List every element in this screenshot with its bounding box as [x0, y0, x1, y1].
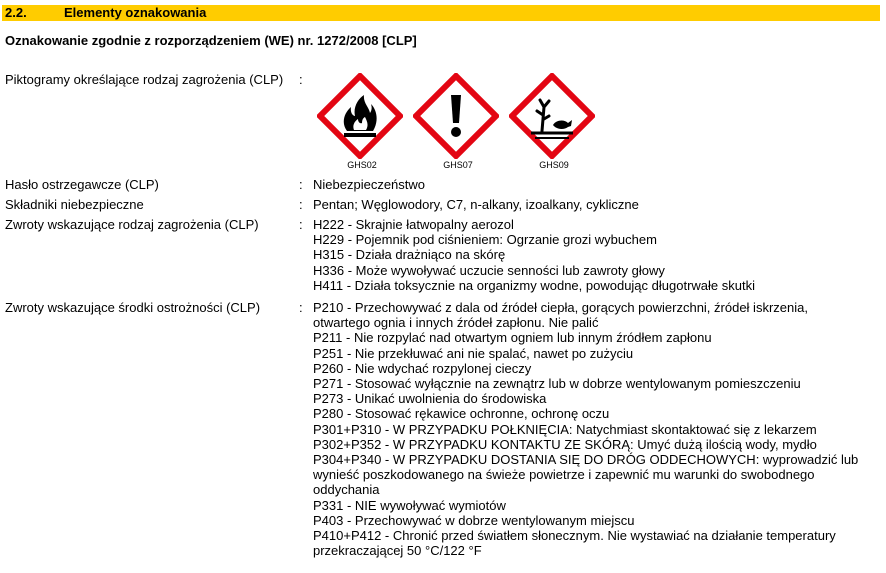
section-header: [2, 5, 880, 21]
section-title: Elementy oznakowania: [64, 5, 207, 20]
precautionary-statement: otwartego ognia i innych źródeł zapłonu. Nie palić: [313, 315, 599, 331]
pictogram-code: GHS09: [539, 160, 569, 170]
precautionary-statement: P210 - Przechowywać z dala od źródeł ciepła, gorących powierzchni, źródeł iskrzenia,: [313, 300, 808, 315]
colon: :: [299, 300, 303, 315]
hazard-statement: H315 - Działa drażniąco na skórę: [313, 247, 506, 263]
colon: :: [299, 72, 303, 87]
precautionary-statement: P211 - Nie rozpylać nad otwartym ogniem lub innym źródłem zapłonu: [313, 330, 712, 346]
precautionary-statement: P251 - Nie przekłuwać ani nie spalać, nawet po zużyciu: [313, 345, 634, 361]
pictogram-code: GHS02: [347, 160, 377, 170]
precautionary-statement: P301+P310 - W PRZYPADKU POŁKNIĘCIA: Natychmiast skontaktować się z lekarzem: [313, 421, 817, 437]
hazard-statement: H229 - Pojemnik pod ciśnieniem: Ogrzanie grozi wybuchem: [313, 232, 657, 248]
pictogram-ghs09: [509, 73, 599, 173]
colon: :: [299, 217, 303, 232]
pictogram-ghs07: [413, 73, 503, 173]
precautionary-statement: P271 - Stosować wyłącznie na zewnątrz lub w dobrze wentylowanym pomieszczeniu: [313, 376, 801, 392]
precautionary-statement: P304+P340 - W PRZYPADKU DOSTANIA SIĘ DO DRÓG ODDECHOWYCH: wyprowadzić lub: [313, 452, 859, 468]
exclamation-mark-icon: [413, 73, 499, 159]
precautionary-statement: wynieść poszkodowanego na świeże powietrze i zapewnić mu warunki do swobodnego: [313, 467, 815, 483]
precautionary-statements-list: [313, 300, 883, 558]
precautionary-statements-label: Zwroty wskazujące środki ostrożności (CLP): [5, 300, 261, 315]
pictograms-label: Piktogramy określające rodzaj zagrożenia (CLP): [5, 72, 284, 87]
colon: :: [299, 177, 303, 192]
environment-icon: [509, 73, 595, 159]
precautionary-statement: P273 - Unikać uwolnienia do środowiska: [313, 391, 547, 407]
hazardous-components-value: Pentan; Węglowodory, C7, n-alkany, izoalkany, cykliczne: [313, 197, 639, 212]
precautionary-statement: P410+P412 - Chronić przed światłem słonecznym. Nie wystawiać na działanie temperatury: [313, 528, 836, 544]
pictogram-code: GHS07: [443, 160, 473, 170]
hazard-statements-list: [313, 217, 883, 293]
precautionary-statement: P280 - Stosować rękawice ochronne, ochronę oczu: [313, 406, 610, 422]
precautionary-statement: przekraczającej 50 °C/122 °F: [313, 543, 482, 559]
signal-word-label: Hasło ostrzegawcze (CLP): [5, 177, 159, 192]
signal-word-value: Niebezpieczeństwo: [313, 177, 426, 192]
precautionary-statement: P403 - Przechowywać w dobrze wentylowanym miejscu: [313, 512, 635, 528]
flame-icon: [317, 73, 403, 159]
precautionary-statement: P260 - Nie wdychać rozpylonej cieczy: [313, 360, 532, 376]
colon: :: [299, 197, 303, 212]
subtitle: Oznakowanie zgodnie z rozporządzeniem (WE) nr. 1272/2008 [CLP]: [5, 33, 417, 48]
hazard-statement: H336 - Może wywoływać uczucie senności lub zawroty głowy: [313, 262, 665, 278]
pictogram-list: [317, 73, 577, 173]
pictogram-ghs02: [317, 73, 407, 173]
hazard-statement: H222 - Skrajnie łatwopalny aerozol: [313, 217, 514, 232]
hazard-statements-label: Zwroty wskazujące rodzaj zagrożenia (CLP): [5, 217, 259, 232]
hazard-statement: H411 - Działa toksycznie na organizmy wodne, powodując długotrwałe skutki: [313, 277, 755, 293]
section-number: 2.2.: [5, 5, 27, 20]
precautionary-statement: P302+P352 - W PRZYPADKU KONTAKTU ZE SKÓRĄ: Umyć dużą ilością wody, mydło: [313, 436, 817, 452]
precautionary-statement: oddychania: [313, 482, 380, 498]
precautionary-statement: P331 - NIE wywoływać wymiotów: [313, 497, 506, 513]
hazardous-components-label: Składniki niebezpieczne: [5, 197, 144, 212]
